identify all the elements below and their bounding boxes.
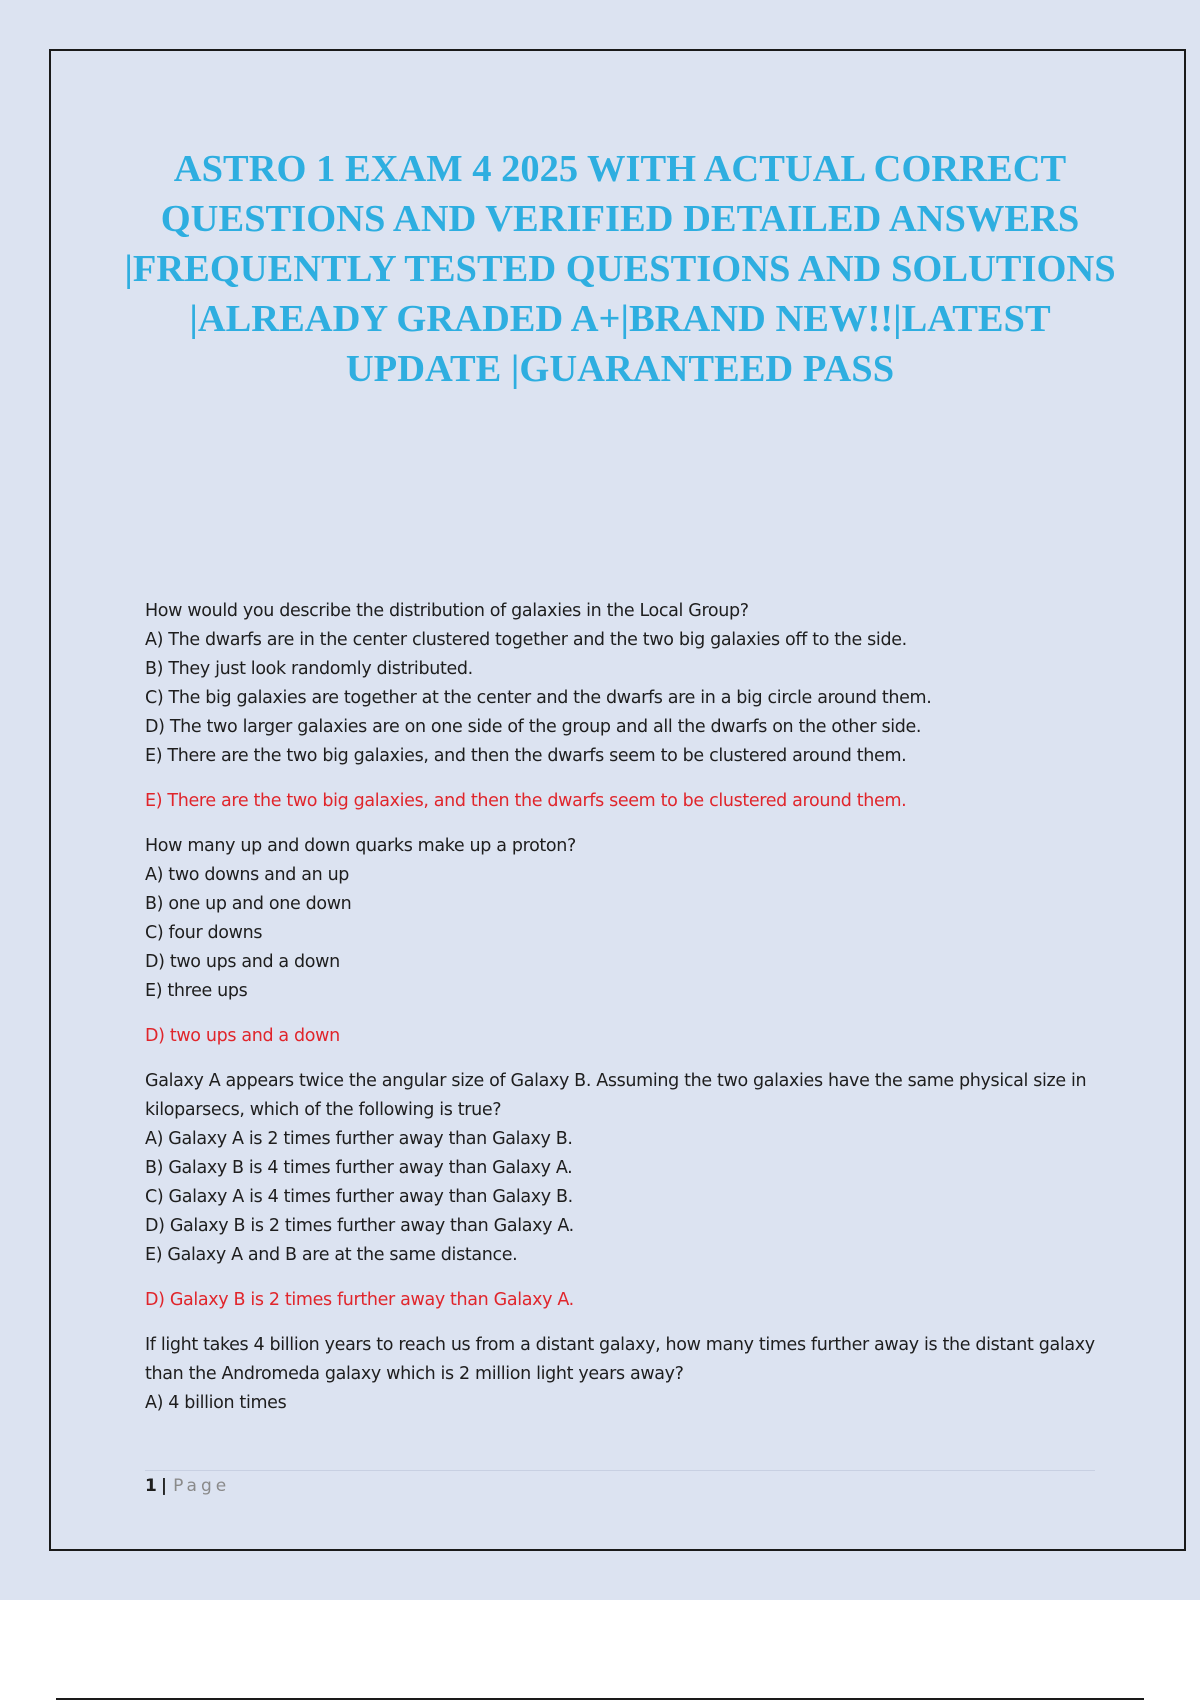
option-b: B) They just look randomly distributed.: [145, 659, 473, 679]
option-e: E) Galaxy A and B are at the same distance.: [145, 1245, 518, 1265]
option-e: E) three ups: [145, 981, 248, 1001]
option-a: A) The dwarfs are in the center clustered together and the two big galaxies off to the side.: [145, 630, 907, 650]
question-text: How would you describe the distribution of galaxies in the Local Group?: [145, 601, 749, 621]
question-block-4: [145, 1331, 1095, 1418]
option-a: A) two downs and an up: [145, 865, 350, 885]
document-title: ASTRO 1 EXAM 4 2025 WITH ACTUAL CORRECT QUESTIONS AND VERIFIED DETAILED ANSWERS |FREQUENTLY TESTED QUESTIONS AND SOLUTIONS |ALREADY GRADED A+|BRAND NEW!!|LATEST UPDATE |GUARANTEED PASS: [124, 148, 1116, 390]
option-c: C) four downs: [145, 923, 263, 943]
option-c: C) Galaxy A is 4 times further away than Galaxy B.: [145, 1187, 573, 1207]
page-number: 1: [145, 1476, 157, 1496]
page-word: Page: [173, 1476, 231, 1496]
option-b: B) one up and one down: [145, 894, 352, 914]
option-a: A) Galaxy A is 2 times further away than Galaxy B.: [145, 1129, 573, 1149]
option-c: C) The big galaxies are together at the center and the dwarfs are in a big circle around them.: [145, 688, 932, 708]
correct-answer: E) There are the two big galaxies, and then the dwarfs seem to be clustered around them.: [145, 791, 907, 811]
page-footer: [145, 1474, 230, 1498]
question-text: How many up and down quarks make up a proton?: [145, 836, 576, 856]
option-b: B) Galaxy B is 4 times further away than Galaxy A.: [145, 1158, 573, 1178]
correct-answer: D) two ups and a down: [145, 1026, 340, 1046]
question-text: If light takes 4 billion years to reach us from a distant galaxy, how many times further away is the distant galaxy than the Andromeda galaxy which is 2 million light years away?: [145, 1335, 1095, 1384]
question-list: [145, 597, 1095, 1418]
question-block-1: [145, 597, 1095, 816]
question-block-2: [145, 832, 1095, 1051]
correct-answer: D) Galaxy B is 2 times further away than Galaxy A.: [145, 1290, 574, 1310]
question-text: Galaxy A appears twice the angular size of Galaxy B. Assuming the two galaxies have the same physical size in kiloparsecs, which of the following is true?: [145, 1071, 1087, 1120]
footer-divider: [145, 1470, 1095, 1471]
question-block-3: [145, 1067, 1095, 1315]
option-e: E) There are the two big galaxies, and then the dwarfs seem to be clustered around them.: [145, 746, 907, 766]
option-d: D) Galaxy B is 2 times further away than Galaxy A.: [145, 1216, 574, 1236]
option-d: D) The two larger galaxies are on one side of the group and all the dwarfs on the other side.: [145, 717, 922, 737]
option-d: D) two ups and a down: [145, 952, 340, 972]
page-separator: |: [160, 1476, 168, 1496]
option-a: A) 4 billion times: [145, 1393, 287, 1413]
